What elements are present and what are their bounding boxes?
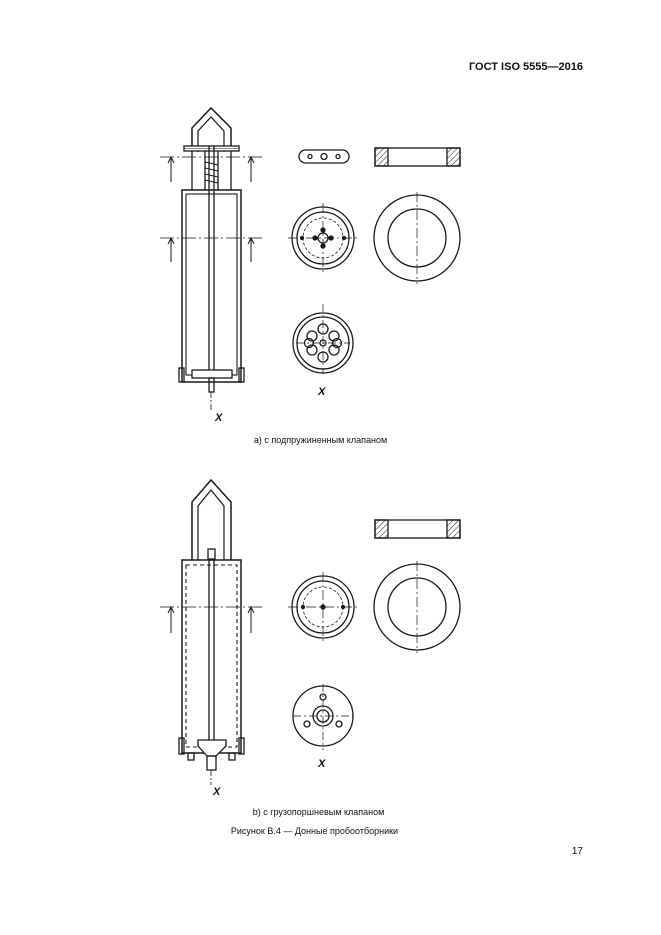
caption-a: а) с подпружиненным клапаном [253,435,388,445]
sampler-b-valve-disc-view [293,684,353,750]
sampler-b-ring-section [375,520,460,538]
sampler-b-section-view [160,480,262,785]
view-x-label-b-disc: X [318,758,326,770]
sampler-b-disc-section-view [288,572,358,642]
sampler-a-disc-section-view [288,203,358,273]
sampler-a-section-view [160,108,262,412]
view-x-label-b: X [213,786,221,798]
document-standard-header: ГОСТ ISO 5555—2016 [468,61,583,73]
sampler-a-valve-disc-view [293,304,353,374]
view-x-label-a-disc: X [318,386,326,398]
sampler-a-ring-section [375,148,460,166]
view-x-label-a: X [215,412,223,424]
page-number: 17 [571,846,583,857]
sampler-a-link-plate [299,150,349,163]
figure-title: Рисунок В.4 — Донные пробоотборники [230,826,399,836]
sampler-b-ring-plan [374,561,460,653]
caption-b: b) с грузопоршневым клапаном [252,807,385,817]
sampler-a-ring-plan [374,192,460,284]
